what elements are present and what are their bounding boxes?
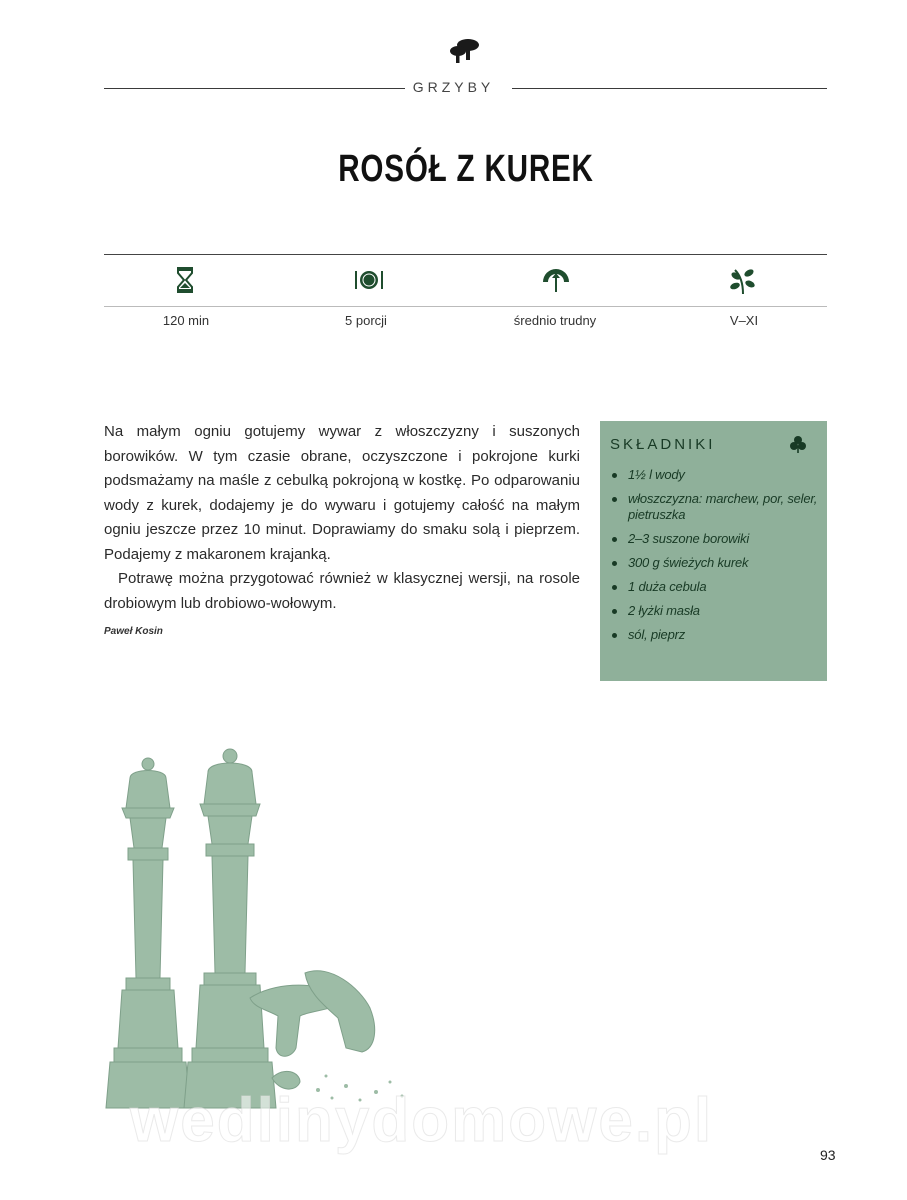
ingredient-item: 1½ l wody	[608, 467, 822, 483]
mushrooms-icon	[448, 36, 482, 66]
ingredient-item: 1 duża cebula	[608, 579, 822, 595]
watermark: wedlinydomowe.pl	[130, 1086, 714, 1155]
author: Paweł Kosin	[104, 626, 163, 637]
difficulty-gauge-icon	[540, 264, 572, 296]
clover-icon	[789, 435, 807, 453]
herb-season-icon	[727, 264, 759, 296]
ingredient-item: 2–3 suszone borowiki	[608, 531, 822, 547]
recipe-text	[104, 420, 580, 616]
plate-cutlery-icon	[353, 264, 385, 296]
section-label: GRZYBY	[0, 79, 907, 95]
recipe-paragraph: Potrawę można przygotować również w klasycznej wersji, na rosole drobiowym lub drobiowo-wołowym.	[104, 570, 580, 612]
ingredient-item: 300 g świeżych kurek	[608, 555, 822, 571]
info-difficulty: średnio trudny	[513, 313, 597, 328]
info-servings: 5 porcji	[345, 313, 387, 328]
recipe-paragraph: Na małym ogniu gotujemy wywar z włoszczyzny i suszonych borowików. W tym czasie obrane, oczyszczone i pokrojone kurki podsmażamy na maśle z cebulką pokrojoną w kostkę. Po odparowaniu wody z kurek, dodajemy je do wywaru i gotujemy całość na małym ogniu jeszcze przez 10 minut. Doprawiamy do smaku solą i pieprzem. Podajemy z makaronem krajanką.	[104, 423, 580, 563]
page-title: ROSÓŁ Z KUREK	[338, 148, 594, 190]
info-time: 120 min	[162, 313, 210, 328]
ingredients-box	[600, 421, 827, 681]
info-rule-top	[104, 254, 827, 255]
page-number: 93	[820, 1147, 836, 1163]
pepper-mills-illustration	[100, 748, 430, 1118]
ingredient-item: 2 łyżki masła	[608, 603, 822, 619]
info-season: V–XI	[729, 313, 759, 328]
info-rule-bottom	[104, 306, 827, 307]
ingredient-item: sól, pieprz	[608, 627, 822, 643]
ingredients-title: SKŁADNIKI	[610, 436, 716, 453]
hourglass-icon	[169, 264, 201, 296]
ingredients-list	[608, 467, 822, 651]
ingredient-item: włoszczyzna: marchew, por, seler, pietruszka	[608, 491, 822, 523]
